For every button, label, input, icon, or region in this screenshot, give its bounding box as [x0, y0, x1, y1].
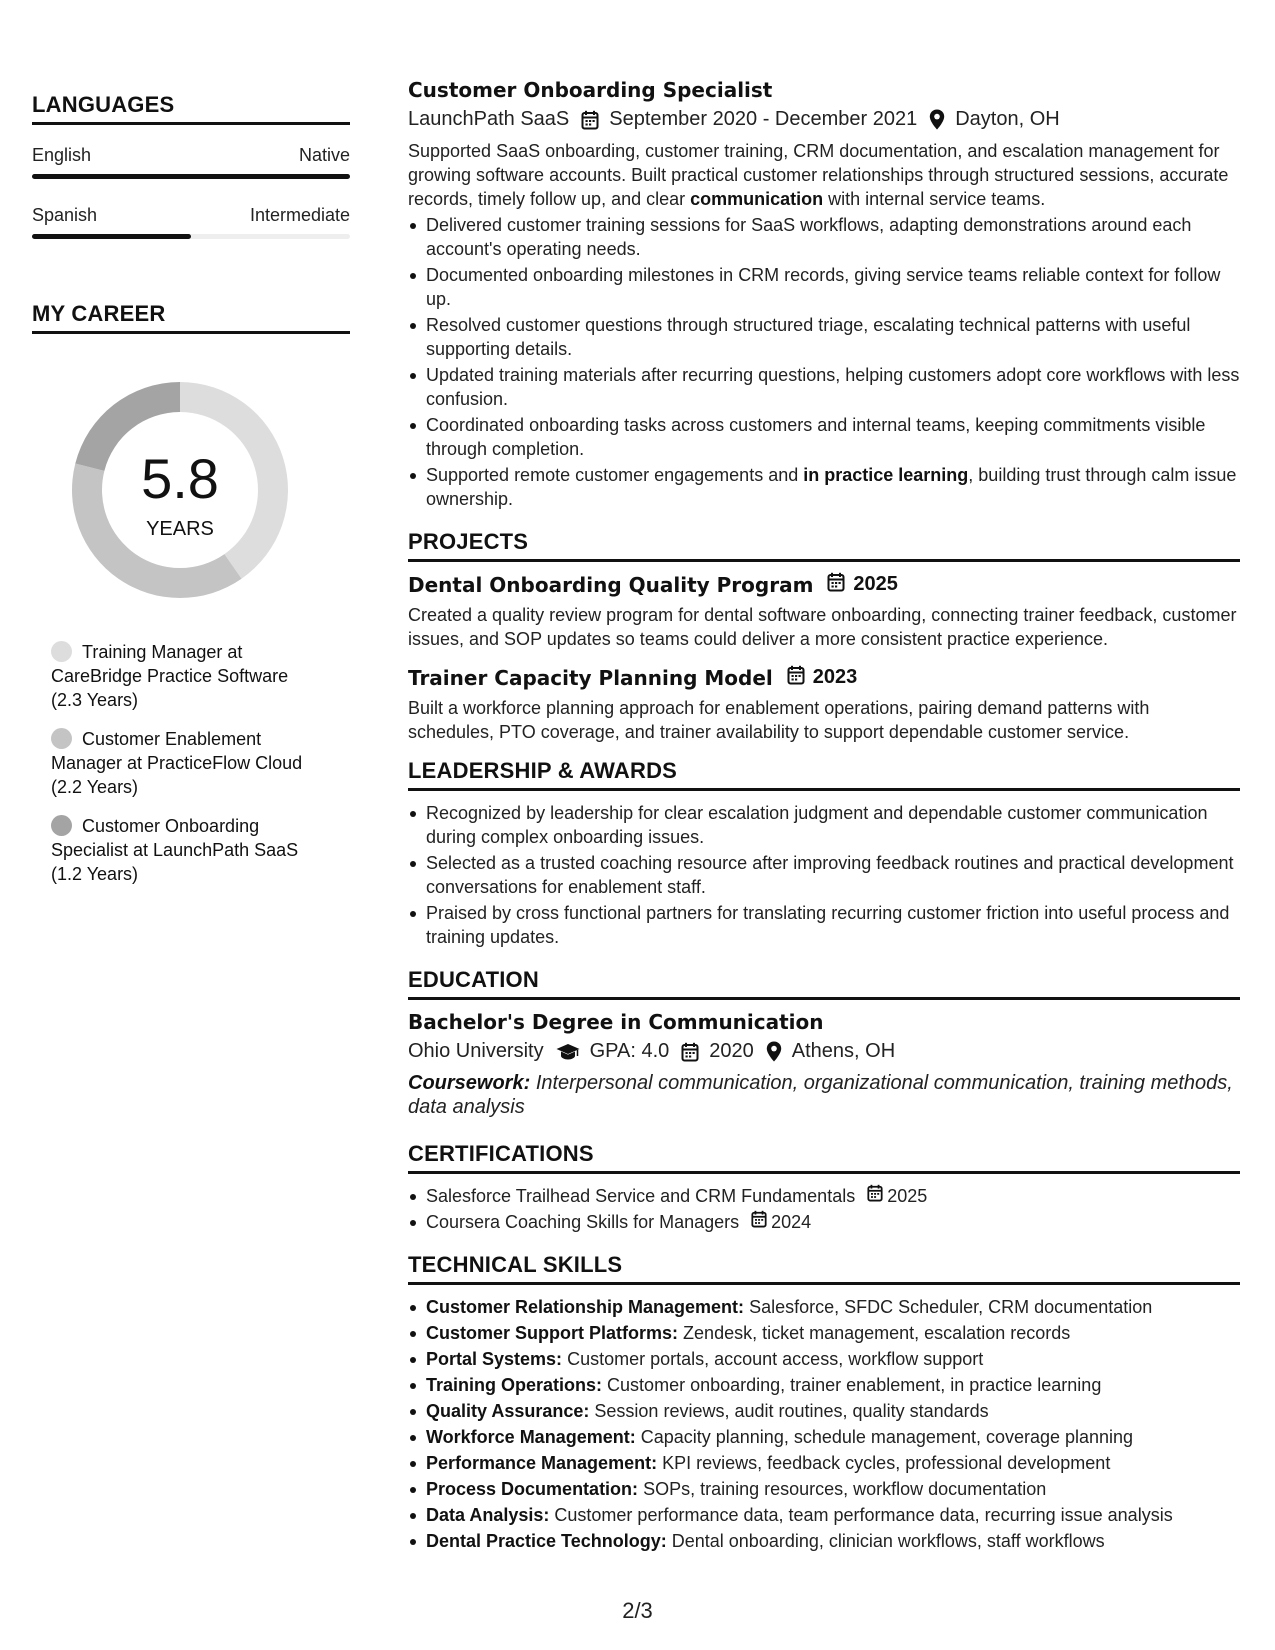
left-column — [32, 92, 350, 901]
skill-item — [408, 1321, 1240, 1345]
graduation-cap-icon — [556, 1043, 580, 1061]
bullet-text: , building trust through calm issue ownership. — [426, 465, 1237, 509]
education-section — [408, 967, 1240, 1119]
skill-value: Capacity planning, schedule management, coverage planning — [640, 1427, 1134, 1447]
job-bullet — [408, 463, 1240, 511]
coursework-text: Interpersonal communication, organizational communication, training methods, data analysis — [408, 1072, 1233, 1118]
summary-bold: communication — [690, 189, 824, 209]
certification-name: Salesforce Trailhead Service and CRM Fundamentals — [426, 1186, 856, 1206]
leadership-section — [408, 758, 1240, 949]
skill-item — [408, 1451, 1240, 1475]
language-item — [32, 205, 350, 239]
map-pin-icon — [929, 109, 945, 130]
skill-label: Quality Assurance: — [426, 1401, 590, 1421]
job-title: Customer Onboarding Specialist — [408, 78, 773, 102]
skills-title: TECHNICAL SKILLS — [408, 1252, 1240, 1285]
project-description: Created a quality review program for dental software onboarding, connecting trainer feedback, customer issues, and SOP updates so teams could deliver a more consistent practice experience. — [408, 605, 1237, 649]
calendar-icon — [787, 665, 805, 690]
calendar-icon — [867, 1184, 883, 1208]
skill-value: Dental onboarding, clinician workflows, staff workflows — [671, 1531, 1105, 1551]
summary-text: Supported SaaS onboarding, customer training, CRM documentation, and escalation management for growing software accounts. Built practical customer relationships through structured sessions, accurate records, timely follow up, and clear — [408, 141, 1229, 209]
skill-item — [408, 1529, 1240, 1553]
language-level: Native — [298, 145, 350, 165]
education-gpa: GPA: 4.0 — [589, 1040, 670, 1062]
projects-title: PROJECTS — [408, 529, 1240, 562]
project-name: Dental Onboarding Quality Program — [408, 572, 814, 597]
project-name: Trainer Capacity Planning Model — [408, 665, 773, 690]
legend-swatch — [51, 815, 72, 836]
languages-section — [32, 92, 350, 239]
skill-item — [408, 1347, 1240, 1371]
skill-item — [408, 1503, 1240, 1527]
language-proficiency-bar — [32, 174, 350, 179]
education-location: Athens, OH — [791, 1040, 896, 1062]
certifications-title: CERTIFICATIONS — [408, 1141, 1240, 1174]
career-title: MY CAREER — [32, 301, 350, 334]
coursework-label: Coursework: — [408, 1072, 531, 1094]
career-total-years: 5.8 — [141, 447, 219, 510]
skill-label: Customer Relationship Management: — [426, 1297, 745, 1317]
bullet-text: Supported remote customer engagements and — [426, 465, 804, 485]
skill-item — [408, 1399, 1240, 1423]
job-bullet: Documented onboarding milestones in CRM records, giving service teams reliable context for follow up. — [408, 263, 1240, 311]
career-role-label: Training Manager at CareBridge Practice Software (2.3 Years) — [51, 642, 289, 710]
project-year: 2023 — [812, 666, 858, 688]
skill-label: Process Documentation: — [426, 1479, 639, 1499]
career-section — [32, 301, 350, 886]
legend-swatch — [51, 728, 72, 749]
experience-entry — [408, 78, 1240, 511]
leadership-item: Recognized by leadership for clear escalation judgment and dependable customer communication during complex onboarding issues. — [408, 801, 1240, 849]
career-role-label: Customer Onboarding Specialist at LaunchPath SaaS (1.2 Years) — [51, 816, 299, 884]
skill-label: Data Analysis: — [426, 1505, 550, 1525]
leadership-title: LEADERSHIP & AWARDS — [408, 758, 1240, 791]
career-years-unit: YEARS — [146, 518, 214, 540]
job-bullet: Resolved customer questions through structured triage, escalating technical patterns with useful supporting details. — [408, 313, 1240, 361]
language-proficiency-bar — [32, 234, 350, 239]
leadership-list — [408, 801, 1240, 949]
career-legend-item — [51, 640, 321, 712]
job-bullet: Coordinated onboarding tasks across customers and internal teams, keeping commitments visible through completion. — [408, 413, 1240, 461]
skill-label: Training Operations: — [426, 1375, 603, 1395]
bullet-bold: in practice learning — [803, 465, 969, 485]
skill-label: Dental Practice Technology: — [426, 1531, 667, 1551]
skill-item — [408, 1477, 1240, 1501]
language-proficiency-fill — [32, 174, 350, 179]
calendar-icon — [581, 110, 599, 130]
school-name: Ohio University — [408, 1040, 544, 1062]
skills-section — [408, 1252, 1240, 1553]
projects-section — [408, 529, 1240, 744]
job-meta — [408, 108, 1240, 131]
summary-text: with internal service teams. — [823, 189, 1046, 209]
certification-year: 2025 — [887, 1186, 928, 1206]
legend-swatch — [51, 641, 72, 662]
skill-label: Workforce Management: — [426, 1427, 636, 1447]
leadership-item: Selected as a trusted coaching resource after improving feedback routines and practical development conversations for enablement staff. — [408, 851, 1240, 899]
language-proficiency-fill — [32, 234, 191, 239]
project-entry — [408, 572, 1240, 651]
degree-title: Bachelor's Degree in Communication — [408, 1010, 824, 1034]
education-meta — [408, 1040, 1240, 1063]
project-entry — [408, 665, 1240, 744]
job-summary — [408, 139, 1240, 211]
project-year: 2025 — [853, 573, 898, 595]
right-column — [408, 78, 1240, 1555]
page-number: 2/3 — [622, 1598, 653, 1623]
language-name: English — [32, 145, 92, 165]
career-legend-item — [51, 727, 321, 799]
skill-item — [408, 1373, 1240, 1397]
certification-year: 2024 — [771, 1212, 812, 1232]
education-year: 2020 — [709, 1040, 754, 1062]
career-donut-chart — [66, 376, 294, 604]
skill-label: Performance Management: — [426, 1453, 658, 1473]
skill-label: Customer Support Platforms: — [426, 1323, 679, 1343]
skill-label: Portal Systems: — [426, 1349, 563, 1369]
calendar-icon — [751, 1210, 767, 1234]
skill-value: Customer performance data, team performance data, recurring issue analysis — [554, 1505, 1173, 1525]
education-title: EDUCATION — [408, 967, 1240, 1000]
skills-list — [408, 1295, 1240, 1553]
certification-item — [408, 1184, 1240, 1208]
skill-value: SOPs, training resources, workflow documentation — [643, 1479, 1047, 1499]
calendar-icon — [681, 1042, 699, 1062]
certification-item — [408, 1210, 1240, 1234]
skill-value: KPI reviews, feedback cycles, professional development — [662, 1453, 1111, 1473]
skill-value: Customer onboarding, trainer enablement, in practice learning — [607, 1375, 1102, 1395]
skill-value: Customer portals, account access, workflow support — [567, 1349, 984, 1369]
career-role-label: Customer Enablement Manager at PracticeFlow Cloud (2.2 Years) — [51, 729, 303, 797]
skill-value: Salesforce, SFDC Scheduler, CRM documentation — [749, 1297, 1153, 1317]
map-pin-icon — [766, 1041, 782, 1062]
calendar-icon — [827, 572, 845, 597]
language-item — [32, 145, 350, 179]
company-name: LaunchPath SaaS — [408, 108, 570, 130]
career-legend — [51, 640, 321, 886]
job-dates: September 2020 - December 2021 — [609, 108, 918, 130]
certifications-section — [408, 1141, 1240, 1234]
career-legend-item — [51, 814, 321, 886]
skill-value: Session reviews, audit routines, quality standards — [594, 1401, 989, 1421]
job-location: Dayton, OH — [955, 108, 1060, 130]
job-bullets — [408, 213, 1240, 511]
leadership-item: Praised by cross functional partners for translating recurring customer friction into useful process and training updates. — [408, 901, 1240, 949]
project-description: Built a workforce planning approach for enablement operations, pairing demand patterns with schedules, PTO coverage, and trainer availability to support dependable customer service. — [408, 698, 1150, 742]
certification-name: Coursera Coaching Skills for Managers — [426, 1212, 740, 1232]
languages-title: LANGUAGES — [32, 92, 350, 125]
language-level: Intermediate — [249, 205, 350, 225]
certifications-list — [408, 1184, 1240, 1234]
job-bullet: Delivered customer training sessions for SaaS workflows, adapting demonstrations around each account's operating needs. — [408, 213, 1240, 261]
language-name: Spanish — [32, 205, 98, 225]
skill-item — [408, 1295, 1240, 1319]
job-bullet: Updated training materials after recurring questions, helping customers adopt core workflows with less confusion. — [408, 363, 1240, 411]
skill-value: Zendesk, ticket management, escalation records — [683, 1323, 1071, 1343]
coursework — [408, 1071, 1240, 1119]
skill-item — [408, 1425, 1240, 1449]
